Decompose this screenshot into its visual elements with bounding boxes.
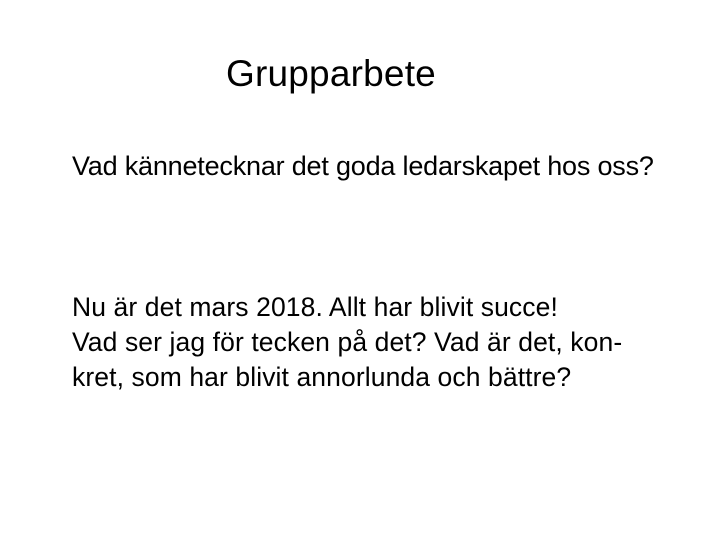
slide-title: Grupparbete bbox=[226, 53, 436, 94]
body-line-1: Nu är det mars 2018. Allt har blivit succe! bbox=[72, 292, 558, 322]
body-line-3: kret, som har blivit annorlunda och bättre? bbox=[72, 362, 572, 392]
body-line-2: Vad ser jag för tecken på det? Vad är det, kon- bbox=[72, 327, 623, 357]
question-text: Vad kännetecknar det goda ledarskapet hos oss? bbox=[72, 151, 654, 181]
body-text-block bbox=[72, 290, 712, 395]
